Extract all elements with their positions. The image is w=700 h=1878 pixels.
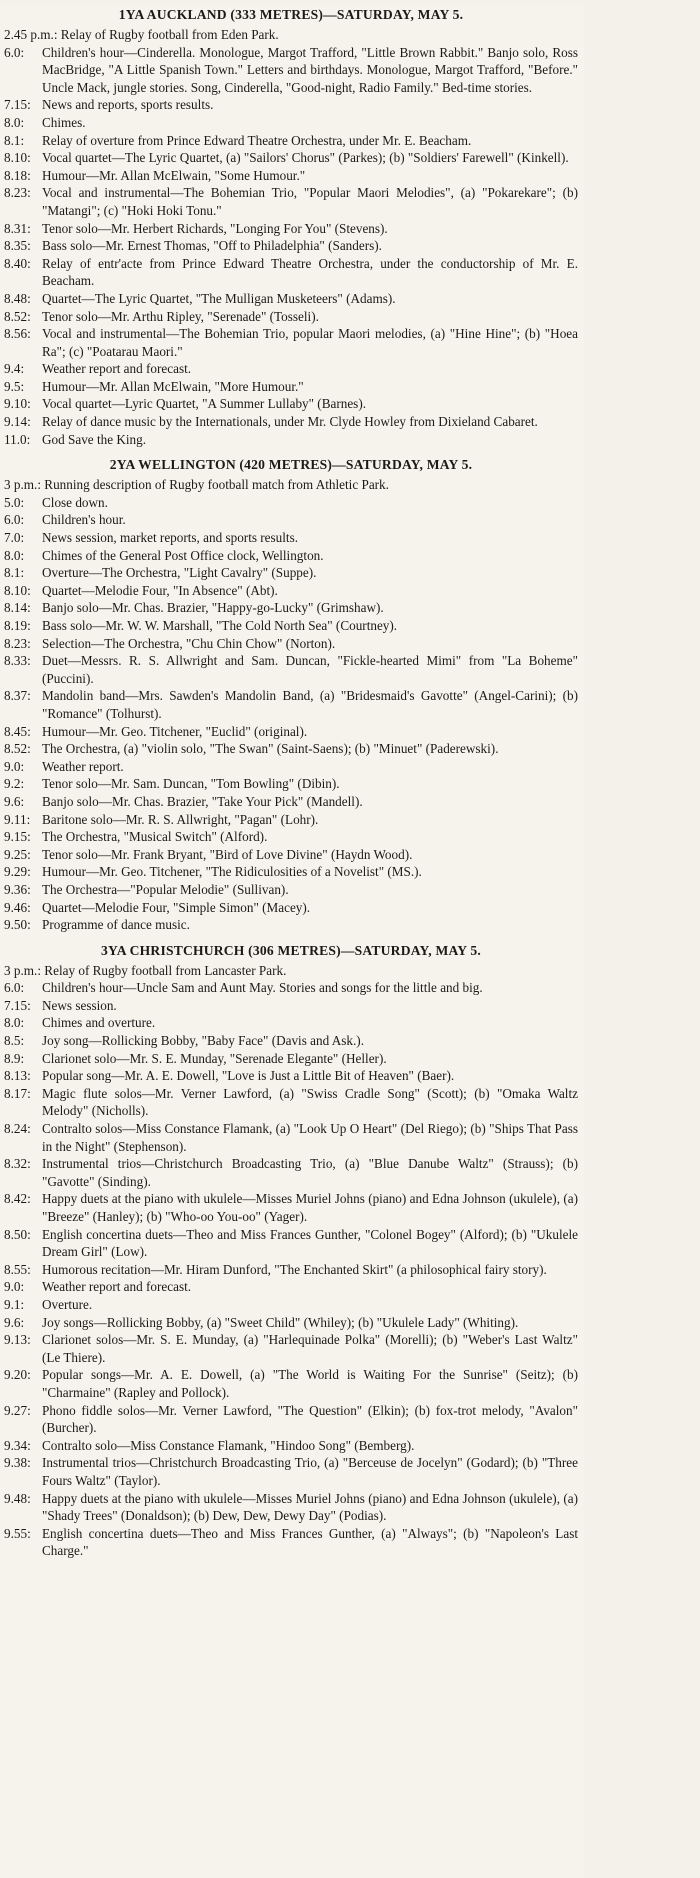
programme-entry: [4, 1402, 578, 1437]
programme-entry: [4, 184, 578, 219]
entry-text: Quartet—The Lyric Quartet, "The Mulligan Musketeers" (Adams).: [42, 290, 396, 306]
programme-entry: [4, 1314, 578, 1332]
entry-time: 9.15:: [4, 829, 31, 845]
entry-text: Instrumental trios—Christchurch Broadcasting Trio, (a) "Blue Danube Waltz" (Strauss); (b) "Gavotte" (Sinding).: [42, 1156, 578, 1189]
programme-entry: [4, 494, 578, 512]
entry-time: 8.50:: [4, 1226, 31, 1242]
entry-text: Humour—Mr. Allan McElwain, "More Humour.": [42, 378, 304, 394]
entry-text: Humorous recitation—Mr. Hiram Dunford, "The Enchanted Skirt" (a philosophical fairy story).: [42, 1261, 547, 1277]
programme-entry: [4, 1261, 578, 1279]
programme-entry: [4, 1366, 578, 1401]
entry-time: 9.2:: [4, 776, 25, 792]
entry-text: Vocal quartet—The Lyric Quartet, (a) "Sailors' Chorus" (Parkes); (b) "Soldiers' Farewell" (Kinkell).: [42, 150, 569, 166]
entry-time: 3 p.m.:: [4, 962, 41, 978]
entry-time: 7.15:: [4, 97, 31, 113]
entry-text: Magic flute solos—Mr. Verner Lawford, (a) "Swiss Cradle Song" (Scott); (b) "Omaka Waltz Melody" (Nicholls).: [42, 1085, 578, 1119]
programme-entry: [4, 44, 578, 97]
entry-time: 8.0:: [4, 114, 25, 130]
entry-time: 9.38:: [4, 1455, 31, 1471]
entry-time: 9.34:: [4, 1437, 31, 1453]
programme-entry: [4, 308, 578, 326]
entry-text: Bass solo—Mr. Ernest Thomas, "Off to Philadelphia" (Sanders).: [42, 238, 382, 254]
programme-entry: [4, 811, 578, 829]
programme-entry: [4, 564, 578, 582]
programme-list: [4, 476, 578, 933]
entry-time: 11.0:: [4, 431, 31, 447]
entry-text: News and reports, sports results.: [42, 97, 214, 113]
entry-time: 8.10:: [4, 150, 31, 166]
entry-text: Contralto solos—Miss Constance Flamank, (a) "Look Up O Heart" (Del Riego); (b) "Ships That Pass in the Night" (Stephenson).: [42, 1121, 578, 1154]
entry-time: 6.0:: [4, 44, 25, 60]
entry-time: 2.45 p.m.:: [4, 27, 58, 42]
station-section-3ya-christchurch: [4, 940, 578, 1560]
entry-time: 8.1:: [4, 565, 25, 581]
newspaper-page: [0, 4, 584, 1878]
entry-time: 9.13:: [4, 1332, 31, 1348]
entry-time: 8.45:: [4, 723, 31, 739]
programme-entry: [4, 723, 578, 741]
entry-text: Vocal and instrumental—The Bohemian Trio, "Popular Maori Melodies", (a) "Pokarekare"; (b) "Matangi"; (c) "Hoki Hoki Tonu.": [42, 185, 578, 218]
programme-entry: [4, 846, 578, 864]
station-section-2ya-wellington: [4, 454, 578, 933]
entry-text: News session.: [42, 997, 117, 1013]
entry-time: 8.13:: [4, 1068, 31, 1084]
programme-entry: [4, 916, 578, 934]
programme-entry: [4, 687, 578, 722]
entry-time: 8.42:: [4, 1191, 31, 1207]
entry-text: Mandolin band—Mrs. Sawden's Mandolin Band, (a) "Bridesmaid's Gavotte" (Angel-Carini); (b) "Romance" (Tolhurst).: [42, 688, 578, 721]
entry-text: Humour—Mr. Geo. Titchener, "Euclid" (original).: [42, 723, 308, 739]
programme-entry: [4, 529, 578, 547]
section-heading: 3YA CHRISTCHURCH (306 METRES)—SATURDAY, MAY 5.: [101, 942, 481, 958]
programme-entry: [4, 255, 578, 290]
entry-time: 6.0:: [4, 980, 25, 996]
programme-entry: [4, 1525, 578, 1560]
entry-text: Chimes and overture.: [42, 1015, 156, 1031]
entry-text: Banjo solo—Mr. Chas. Brazier, "Take Your Pick" (Mandell).: [42, 793, 363, 809]
entry-text: Selection—The Orchestra, "Chu Chin Chow" (Norton).: [42, 635, 336, 651]
entry-text: Humour—Mr. Geo. Titchener, "The Ridiculosities of a Novelist" (MS.).: [42, 864, 422, 880]
programme-entry: [4, 881, 578, 899]
entry-time: 9.50:: [4, 917, 31, 933]
entry-time: 8.52:: [4, 741, 31, 757]
entry-text: The Orchestra, (a) "violin solo, "The Swan" (Saint-Saens); (b) "Minuet" (Paderewski).: [42, 741, 499, 757]
programme-entry: [4, 378, 578, 396]
programme-entry: [4, 775, 578, 793]
entry-time: 9.46:: [4, 899, 31, 915]
entry-time: 8.23:: [4, 185, 31, 201]
entry-text: Tenor solo—Mr. Sam. Duncan, "Tom Bowling" (Dibin).: [42, 776, 340, 792]
entry-text: Relay of Rugby football from Eden Park.: [60, 27, 279, 42]
entry-time: 9.1:: [4, 1296, 25, 1312]
entry-time: 8.1:: [4, 132, 25, 148]
entry-time: 8.37:: [4, 688, 31, 704]
entry-time: 9.29:: [4, 864, 31, 880]
programme-entry: [4, 1296, 578, 1314]
programme-entry: [4, 1155, 578, 1190]
programme-entry: [4, 1085, 578, 1120]
programme-entry: [4, 1490, 578, 1525]
programme-entry: [4, 395, 578, 413]
entry-time: 8.32:: [4, 1156, 31, 1172]
entry-text: Baritone solo—Mr. R. S. Allwright, "Pagan" (Lohr).: [42, 811, 319, 827]
entry-text: Programme of dance music.: [42, 917, 190, 933]
programme-entry: [4, 1032, 578, 1050]
entry-time: 8.40:: [4, 255, 31, 271]
entry-text: God Save the King.: [42, 431, 147, 447]
entry-time: 9.14:: [4, 414, 31, 430]
entry-text: English concertina duets—Theo and Miss Frances Gunther, "Colonel Bogey" (Alford); (b) "Ukulele Dream Girl" (Low).: [42, 1226, 578, 1260]
entry-text: Happy duets at the piano with ukulele—Misses Muriel Johns (piano) and Edna Johnson (ukulele), (a) "Shady Trees" (Donaldson); (b) Dew, Dew, Dewy Day" (Podias).: [42, 1490, 578, 1524]
programme-entry: [4, 582, 578, 600]
entry-time: 9.4:: [4, 361, 25, 377]
entry-text: Overture.: [42, 1296, 93, 1312]
entry-text: Weather report and forecast.: [42, 361, 192, 377]
programme-entry: [4, 1437, 578, 1455]
programme-entry: [4, 599, 578, 617]
entry-time: 9.6:: [4, 793, 25, 809]
programme-entry: [4, 547, 578, 565]
section-heading: 2YA WELLINGTON (420 METRES)—SATURDAY, MAY 5.: [109, 457, 473, 473]
entry-text: Popular songs—Mr. A. E. Dowell, (a) "The World is Waiting For the Sunrise" (Seitz); (b) "Charmaine" (Rapley and Pollock).: [42, 1367, 578, 1400]
programme-entry: [4, 290, 578, 308]
programme-entry: [4, 325, 578, 360]
entry-text: Clarionet solos—Mr. S. E. Munday, (a) "Harlequinade Polka" (Morelli); (b) "Weber's Last Waltz" (Le Thiere).: [42, 1332, 578, 1365]
programme-entry: [4, 740, 578, 758]
entry-text: Chimes.: [42, 114, 86, 130]
entry-time: 9.0:: [4, 758, 25, 774]
entry-time: 7.15:: [4, 997, 31, 1013]
entry-text: Tenor solo—Mr. Frank Bryant, "Bird of Love Divine" (Haydn Wood).: [42, 846, 413, 862]
entry-time: 9.27:: [4, 1402, 31, 1418]
entry-time: 8.52:: [4, 308, 31, 324]
entry-text: The Orchestra, "Musical Switch" (Alford).: [42, 829, 268, 845]
programme-entry: [4, 793, 578, 811]
entry-text: Weather report and forecast.: [42, 1279, 192, 1295]
entry-text: Tenor solo—Mr. Herbert Richards, "Longing For You" (Stevens).: [42, 220, 388, 236]
entry-time: 9.6:: [4, 1314, 25, 1330]
entry-time: 9.55:: [4, 1525, 31, 1541]
entry-text: Instrumental trios—Christchurch Broadcasting Trio, (a) "Berceuse de Jocelyn" (Godard); (b) "Three Fours Waltz" (Taylor).: [42, 1455, 578, 1488]
entry-time: 8.17:: [4, 1085, 31, 1101]
entry-text: News session, market reports, and sports results.: [42, 530, 299, 546]
programme-entry: [4, 652, 578, 687]
entry-text: The Orchestra—"Popular Melodie" (Sullivan).: [42, 881, 289, 897]
entry-time: 9.25:: [4, 846, 31, 862]
entry-time: 8.5:: [4, 1033, 25, 1049]
entry-time: 8.56:: [4, 326, 31, 342]
entry-text: Weather report.: [42, 758, 124, 774]
entry-text: Overture—The Orchestra, "Light Cavalry" (Suppe).: [42, 565, 317, 581]
entry-time: 8.18:: [4, 167, 31, 183]
entry-time: 8.0:: [4, 1015, 25, 1031]
programme-entry: [4, 979, 578, 997]
entry-text: Joy songs—Rollicking Bobby, (a) "Sweet Child" (Whiley); (b) "Ukulele Lady" (Whiting).: [42, 1314, 519, 1330]
entry-time: 8.14:: [4, 600, 31, 616]
programme-list: [4, 26, 578, 448]
entry-text: Relay of entr'acte from Prince Edward Theatre Orchestra, under the conductorship of Mr. E. Beacham.: [42, 255, 578, 289]
entry-text: Tenor solo—Mr. Arthu Ripley, "Serenade" (Tosseli).: [42, 308, 319, 324]
programme-entry: [4, 511, 578, 529]
programme-entry: [4, 220, 578, 238]
entry-time: 8.19:: [4, 618, 31, 633]
entry-text: Children's hour.: [42, 512, 126, 528]
entry-time: 9.36:: [4, 881, 31, 897]
programme-entry: [4, 132, 578, 150]
entry-text: Happy duets at the piano with ukulele—Misses Muriel Johns (piano) and Edna Johnson (ukulele), (a) "Breeze" (Hanley); (b) "Who-oo You-oo" (Yager).: [42, 1191, 578, 1224]
entry-text: Children's hour—Uncle Sam and Aunt May. Stories and songs for the little and big.: [42, 980, 483, 996]
programme-entry: [4, 167, 578, 185]
programme-entry: [4, 1067, 578, 1085]
programme-entry: [4, 1331, 578, 1366]
entry-time: 8.9:: [4, 1050, 25, 1066]
programme-entry: [4, 1226, 578, 1261]
entry-time: 9.11:: [4, 811, 31, 827]
entry-time: 9.20:: [4, 1367, 31, 1383]
entry-time: 8.10:: [4, 582, 31, 598]
entry-text: Contralto solo—Miss Constance Flamank, "Hindoo Song" (Bemberg).: [42, 1437, 415, 1453]
entry-text: Humour—Mr. Allan McElwain, "Some Humour.": [42, 167, 306, 183]
entry-text: Relay of dance music by the Internationals, under Mr. Clyde Howley from Dixieland Cabaret.: [42, 414, 538, 430]
programme-entry: [4, 758, 578, 776]
entry-time: 8.33:: [4, 653, 31, 669]
programme-entry: [4, 828, 578, 846]
programme-entry: [4, 635, 578, 653]
programme-entry: [4, 997, 578, 1015]
entry-time: 8.23:: [4, 635, 31, 651]
entry-text: Chimes of the General Post Office clock, Wellington.: [42, 547, 324, 563]
programme-entry: [4, 899, 578, 917]
entry-text: Vocal and instrumental—The Bohemian Trio, popular Maori melodies, (a) "Hine Hine"; (b) "Hoea Ra"; (c) "Poatarau Maori.": [42, 326, 578, 359]
programme-entry: [4, 1190, 578, 1225]
programme-entry: [4, 1050, 578, 1068]
programme-entry: [4, 360, 578, 378]
programme-entry: [4, 1120, 578, 1155]
programme-entry: [4, 413, 578, 431]
entry-time: 8.0:: [4, 547, 25, 563]
entry-time: 6.0:: [4, 512, 25, 528]
programme-entry: [4, 1014, 578, 1032]
entry-text: Bass solo—Mr. W. W. Marshall, "The Cold North Sea" (Courtney).: [42, 618, 398, 633]
entry-text: Close down.: [42, 494, 108, 510]
section-heading: 1YA AUCKLAND (333 METRES)—SATURDAY, MAY 5.: [118, 7, 464, 22]
programme-entry: [4, 617, 578, 635]
entry-time: 9.10:: [4, 396, 31, 412]
entry-text: Running description of Rugby football match from Athletic Park.: [44, 477, 389, 493]
entry-time: 9.48:: [4, 1490, 31, 1506]
entry-time: 5.0:: [4, 494, 25, 510]
programme-entry: [4, 431, 578, 449]
station-section-1ya-auckland: [4, 4, 578, 448]
entry-text: Quartet—Melodie Four, "Simple Simon" (Macey).: [42, 899, 311, 915]
programme-entry: [4, 962, 578, 980]
entry-text: English concertina duets—Theo and Miss Frances Gunther, (a) "Always"; (b) "Napoleon's Last Charge.": [42, 1525, 578, 1559]
programme-entry: [4, 863, 578, 881]
entry-time: 9.0:: [4, 1279, 25, 1295]
programme-entry: [4, 26, 578, 44]
entry-time: 8.48:: [4, 290, 31, 306]
programme-entry: [4, 149, 578, 167]
entry-text: Clarionet solo—Mr. S. E. Munday, "Serenade Elegante" (Heller).: [42, 1050, 387, 1066]
programme-list: [4, 962, 578, 1560]
entry-time: 8.31:: [4, 220, 31, 236]
entry-time: 9.5:: [4, 378, 25, 394]
entry-time: 8.35:: [4, 238, 31, 254]
entry-text: Phono fiddle solos—Mr. Verner Lawford, "The Question" (Elkin); (b) fox-trot melody, "Avalon" (Burcher).: [42, 1402, 578, 1436]
entry-time: 3 p.m.:: [4, 477, 41, 493]
entry-time: 7.0:: [4, 530, 25, 546]
programme-entry: [4, 237, 578, 255]
entry-text: Popular song—Mr. A. E. Dowell, "Love is Just a Little Bit of Heaven" (Baer).: [42, 1068, 455, 1084]
entry-text: Joy song—Rollicking Bobby, "Baby Face" (Davis and Ask.).: [42, 1033, 364, 1049]
entry-text: Banjo solo—Mr. Chas. Brazier, "Happy-go-Lucky" (Grimshaw).: [42, 600, 384, 616]
entry-text: Relay of overture from Prince Edward Theatre Orchestra, under Mr. E. Beacham.: [42, 132, 472, 148]
programme-entry: [4, 96, 578, 114]
entry-text: Vocal quartet—Lyric Quartet, "A Summer Lullaby" (Barnes).: [42, 396, 367, 412]
entry-text: Quartet—Melodie Four, "In Absence" (Abt).: [42, 582, 278, 598]
programme-entry: [4, 476, 578, 494]
programme-entry: [4, 114, 578, 132]
entry-text: Relay of Rugby football from Lancaster Park.: [44, 962, 287, 978]
entry-text: Children's hour—Cinderella. Monologue, Margot Trafford, "Little Brown Rabbit." Banjo solo, Ross MacBridge, "A Little Spanish Town." Letters and birthdays. Monologue, Margot Trafford, "Before." Uncle Mack, jungle stories. Song, Cinderella, "Good-night, Radio Family." Bed-time stories.: [42, 44, 578, 95]
entry-time: 8.24:: [4, 1121, 31, 1137]
programme-entry: [4, 1454, 578, 1489]
entry-time: 8.55:: [4, 1261, 31, 1277]
programme-entry: [4, 1278, 578, 1296]
entry-text: Duet—Messrs. R. S. Allwright and Sam. Duncan, "Fickle-hearted Mimi" from "La Boheme" (Puccini).: [42, 653, 578, 686]
